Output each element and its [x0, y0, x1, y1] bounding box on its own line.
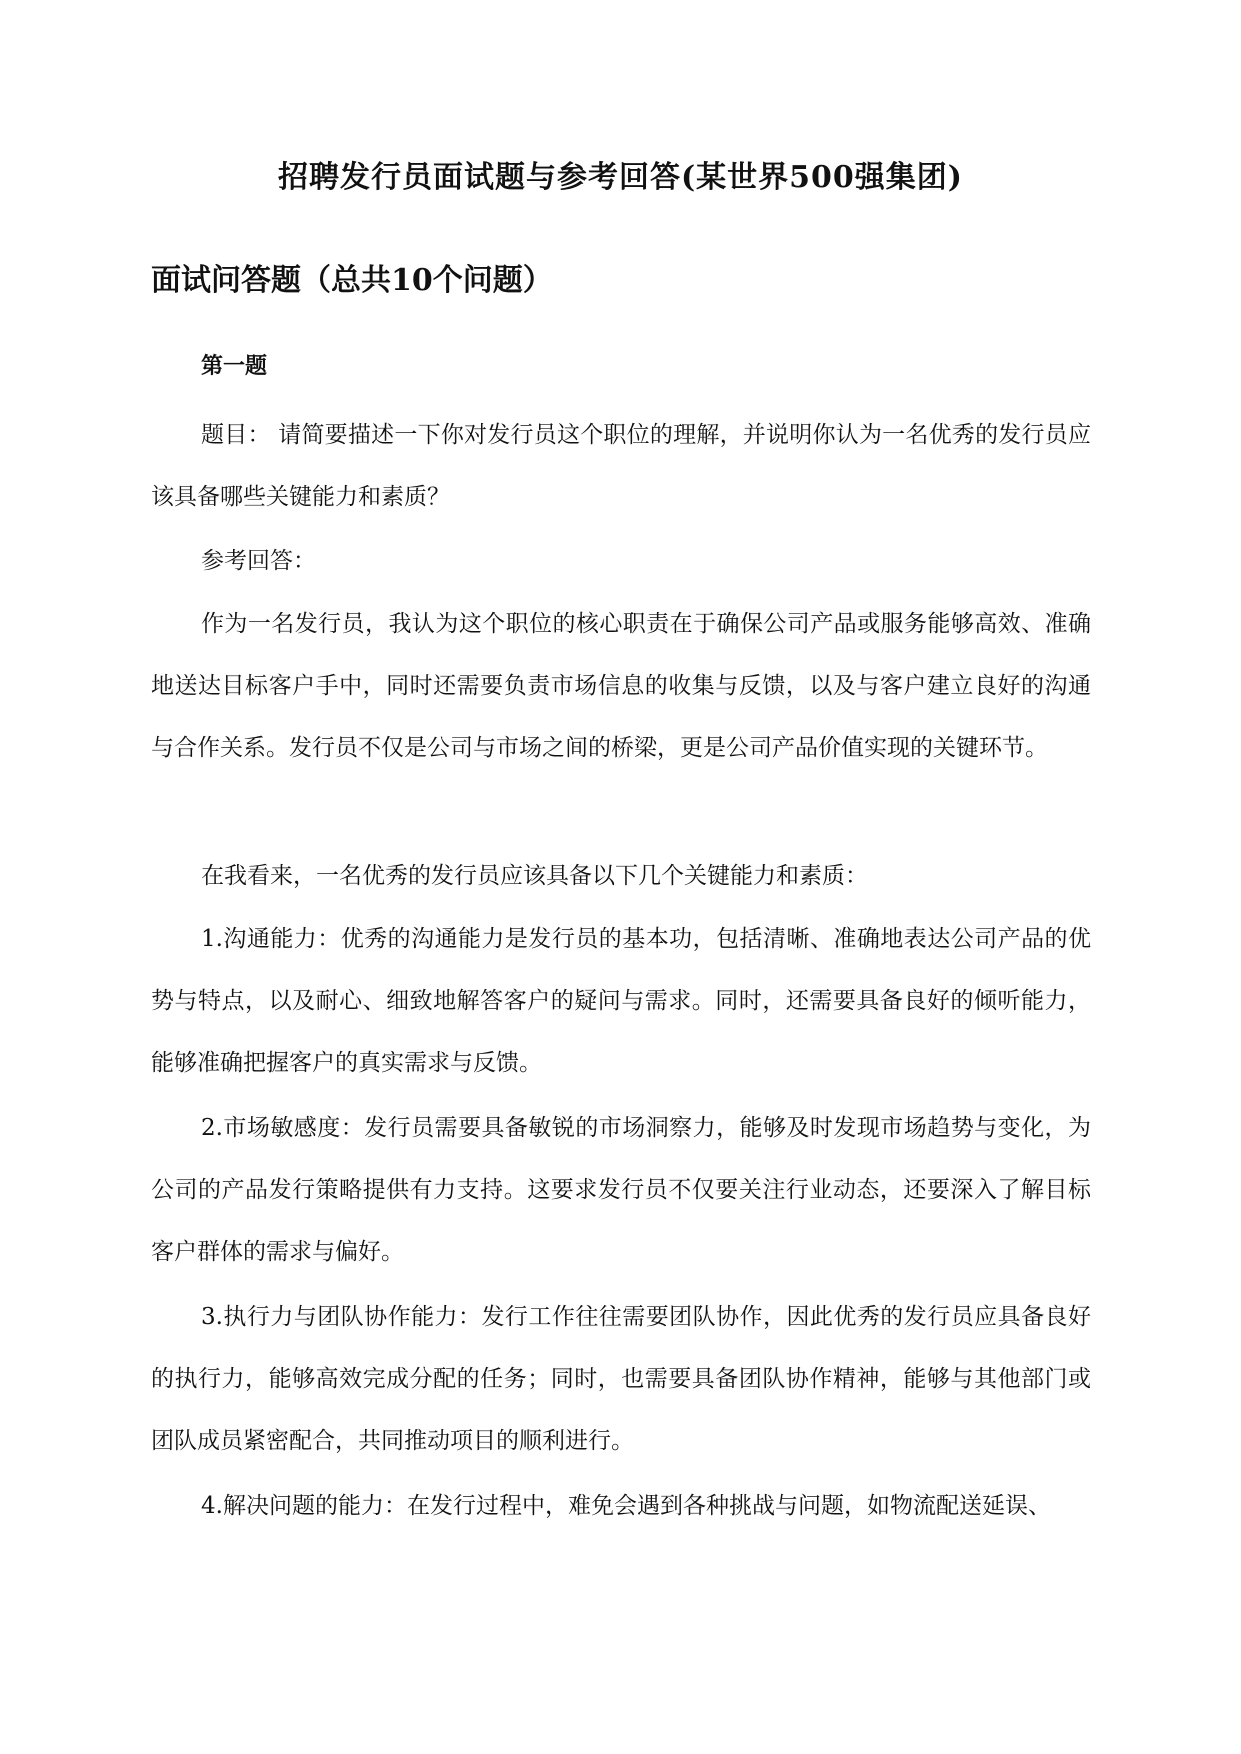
ability-item: 1.沟通能力：优秀的沟通能力是发行员的基本功，包括清晰、准确地表达公司产品的优势与特点，以及耐心、细致地解答客户的疑问与需求。同时，还需要具备良好的倾听能力，能够准确把握客户的真实需求与反馈。	[151, 926, 1091, 1076]
ability-item: 4.解决问题的能力：在发行过程中，难免会遇到各种挑战与问题，如物流配送延误、	[201, 1493, 1051, 1519]
ability-item: 3.执行力与团队协作能力：发行工作往往需要团队协作，因此优秀的发行员应具备良好的执行力，能够高效完成分配的任务；同时，也需要具备团队协作精神，能够与其他部门或团队成员紧密配合，共同推动项目的顺利进行。	[151, 1304, 1091, 1454]
reference-answer-label: 参考回答：	[201, 548, 316, 574]
answer-paragraph: 作为一名发行员，我认为这个职位的核心职责在于确保公司产品或服务能够高效、准确地送达目标客户手中，同时还需要负责市场信息的收集与反馈，以及与客户建立良好的沟通与合作关系。发行员不仅是公司与市场之间的桥梁，更是公司产品价值实现的关键环节。	[151, 611, 1091, 761]
section-heading: 面试问答题（总共10个问题）	[151, 263, 553, 298]
question-label: 第一题	[201, 353, 268, 379]
document-title: 招聘发行员面试题与参考回答(某世界500强集团)	[277, 160, 963, 195]
answer-paragraph: 在我看来，一名优秀的发行员应该具备以下几个关键能力和素质：	[201, 863, 868, 889]
ability-item: 2.市场敏感度：发行员需要具备敏锐的市场洞察力，能够及时发现市场趋势与变化，为公司的产品发行策略提供有力支持。这要求发行员不仅要关注行业动态，还要深入了解目标客户群体的需求与偏好。	[151, 1115, 1091, 1265]
question-text: 题目： 请简要描述一下你对发行员这个职位的理解，并说明你认为一名优秀的发行员应该具备哪些关键能力和素质？	[151, 422, 1091, 510]
